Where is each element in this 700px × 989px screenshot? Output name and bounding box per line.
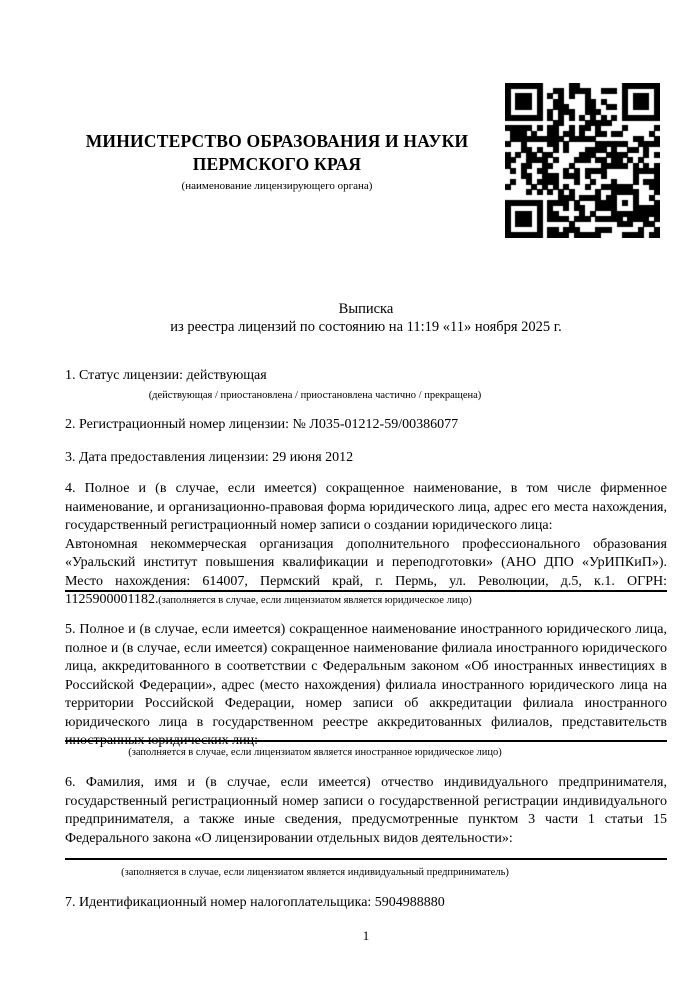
individual-entrepreneur-caption: (заполняется в случае, если лицензиатом является индивидуальный предприниматель) bbox=[121, 867, 509, 878]
document-title-line2: из реестра лицензий по состоянию на 11:19 «11» ноября 2025 г. bbox=[170, 318, 562, 335]
individual-entrepreneur-question: 6. Фамилия, имя и (в случае, если имеется) отчество индивидуального предпринимателя, государственный регистрационный номер записи о государственной регистрации индивидуального предпринимателя, а также иные сведения, предусмотренные пунктом 3 части 1 статьи 15 Федерального закона «О лицензировании отдельных видов деятельности»: bbox=[65, 775, 667, 846]
licensing-authority-letterhead bbox=[65, 130, 489, 193]
legal-entity-answer: Автономная некоммерческая организация дополнительного профессионального образования «Уральский институт повышения квалификации и переподготовки» (АНО ДПО «УрИПКиП»). Место нахождения: 614007, Пермский край, г. Пермь, ул. Революции, д.5, к.1. ОГРН: 1125900001182. bbox=[65, 536, 667, 607]
license-status-text: 1. Статус лицензии: действующая bbox=[65, 368, 267, 383]
legal-entity-question: 4. Полное и (в случае, если имеется) сокращенное наименование, в том числе фирменное наименование, и организационно-правовая форма юридического лица, адрес его места нахождения, государственный регистрационный номер записи о создании юридического лица: bbox=[65, 481, 667, 533]
legal-entity-caption: (заполняется в случае, если лицензиатом является юридическое лицо) bbox=[158, 595, 472, 606]
ministry-name-line2: ПЕРМСКОГО КРАЯ bbox=[192, 154, 362, 174]
ministry-caption: (наименование лицензирующего органа) bbox=[181, 180, 373, 192]
foreign-entity-question: 5. Полное и (в случае, если имеется) сокращенное наименование иностранного юридического лица, полное и (в случае, если имеется) сокращенное наименование филиала иностранного юридического лица, аккредитованного в соответствии с Федеральным законом «Об иностранных инвестициях в Российской Федерации», адрес (место нахождения) филиала иностранного юридического лица на территории Российской Федерации, номер записи об аккредитации филиала иностранного юридического лица в государственном реестре аккредитованных филиалов, представительств иностранных юридических лиц: bbox=[65, 622, 667, 748]
field-legal-entity bbox=[65, 480, 667, 610]
fill-line-legal-entity bbox=[65, 590, 667, 592]
grant-date-text: 3. Дата предоставления лицензии: 29 июня 2012 bbox=[65, 450, 354, 465]
field-individual-entrepreneur bbox=[65, 774, 667, 878]
document-title bbox=[65, 301, 667, 336]
field-grant-date bbox=[65, 448, 667, 467]
license-status-options-caption: (действующая / приостановлена / приостановлена частично / прекращена) bbox=[148, 390, 482, 401]
qr-code bbox=[505, 83, 660, 238]
registration-number-text: 2. Регистрационный номер лицензии: № Л035-01212-59/00386077 bbox=[65, 417, 459, 432]
ministry-name-line1: МИНИСТЕРСТВО ОБРАЗОВАНИЯ И НАУКИ bbox=[85, 131, 469, 151]
taxpayer-number-text: 7. Идентификационный номер налогоплательщика: 5904988880 bbox=[65, 895, 445, 910]
field-registration-number bbox=[65, 415, 667, 434]
field-license-status bbox=[65, 366, 667, 402]
field-taxpayer-number bbox=[65, 893, 667, 912]
fill-line-foreign-entity bbox=[65, 740, 667, 742]
foreign-entity-caption: (заполняется в случае, если лицензиатом является иностранное юридическое лицо) bbox=[128, 747, 502, 758]
document-title-line1: Выписка bbox=[338, 301, 394, 317]
fill-line-individual-entrepreneur bbox=[65, 858, 667, 860]
page-number: 1 bbox=[362, 928, 370, 943]
field-foreign-entity bbox=[65, 621, 667, 758]
